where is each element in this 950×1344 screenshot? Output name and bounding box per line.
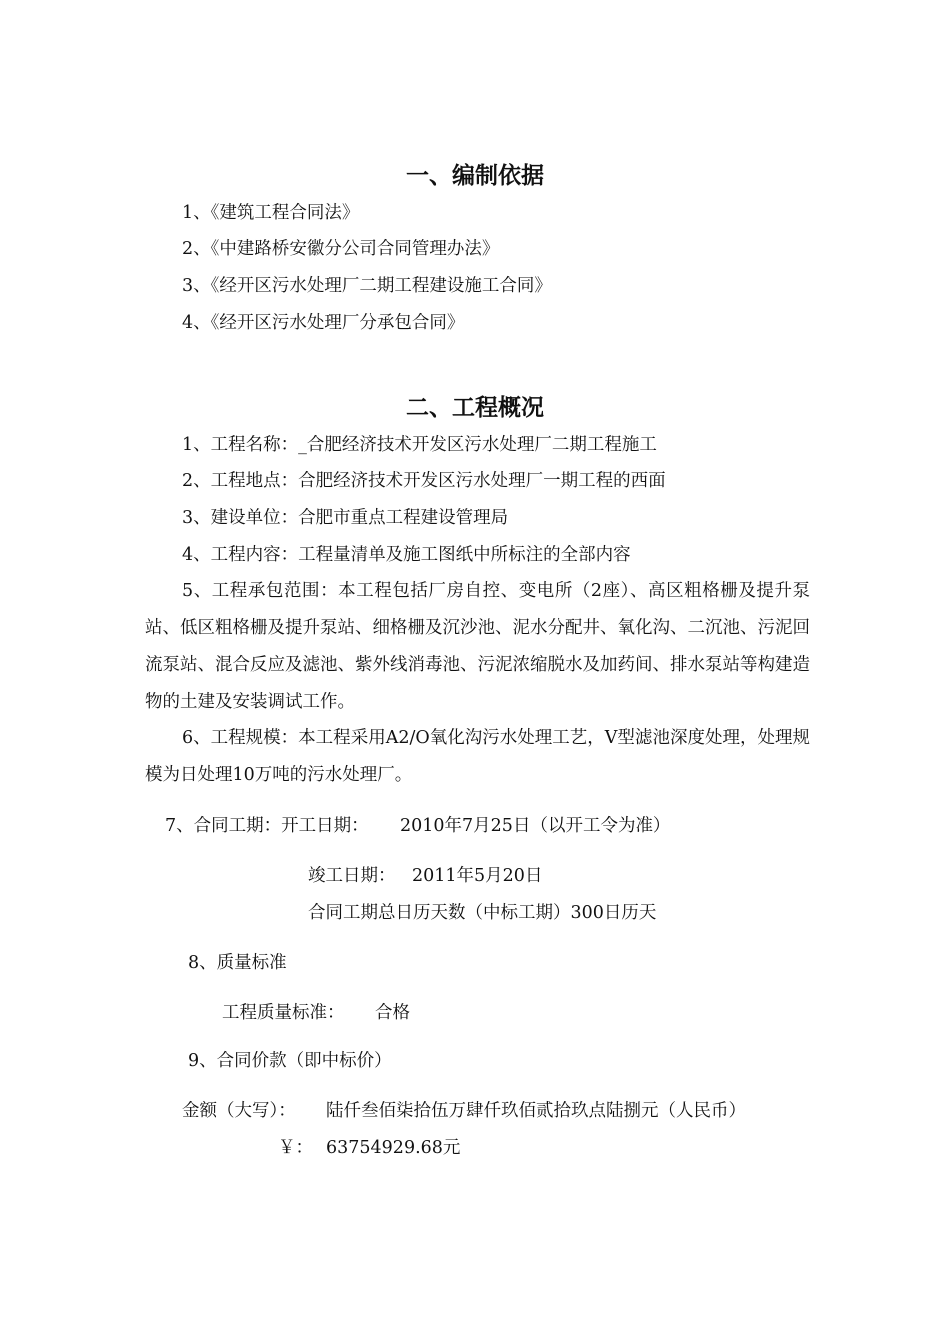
- quality-standard-value: 合格: [375, 1003, 410, 1023]
- section-2-title: 二、工程概况: [406, 395, 544, 421]
- overview-item-4: 4、工程内容：工程量清单及施工图纸中所标注的全部内容: [182, 545, 631, 565]
- contract-price-label: 9、合同价款（即中标价）: [188, 1051, 392, 1071]
- basis-item-1: 1、《建筑工程合同法》: [182, 203, 360, 223]
- basis-item-3: 3、《经开区污水处理厂二期工程建设施工合同》: [182, 276, 552, 296]
- amount-number-value: 63754929.68元: [326, 1138, 461, 1158]
- total-days-text: 合同工期总日历天数（中标工期）300日历天: [308, 903, 657, 923]
- start-date-value: 2010年7月25日（以开工令为准）: [400, 816, 671, 836]
- amount-words-value: 陆仟叁佰柒拾伍万肆仟玖佰贰拾玖点陆捌元（人民币）: [326, 1101, 746, 1121]
- section-1-title: 一、编制依据: [406, 163, 544, 189]
- overview-item-2: 2、工程地点：合肥经济技术开发区污水处理厂一期工程的西面: [182, 471, 666, 491]
- overview-item-3: 3、建设单位：合肥市重点工程建设管理局: [182, 508, 509, 528]
- completion-date-value: 2011年5月20日: [412, 866, 543, 886]
- quality-standard-key: 工程质量标准：: [222, 1003, 345, 1023]
- completion-date-label: 竣工日期：: [308, 866, 396, 886]
- amount-words-label: 金额（大写）：: [182, 1101, 296, 1121]
- overview-item-1: 1、工程名称：_合肥经济技术开发区污水处理厂二期工程施工: [182, 435, 657, 455]
- quality-standard-label: 8、质量标准: [188, 953, 287, 973]
- basis-item-2: 2、《中建路桥安徽分公司合同管理办法》: [182, 239, 500, 259]
- overview-item-5-paragraph: 5、工程承包范围：本工程包括厂房自控、变电所（2座）、高区粗格栅及提升泵站、低区粗格栅及提升泵站、细格栅及沉沙池、泥水分配井、氧化沟、二沉池、污泥回流泵站、混合反应及滤池、紫外线消毒池、污泥浓缩脱水及加药间、排水泵站等构建造物的土建及安装调试工作。: [145, 581, 810, 712]
- overview-item-6-paragraph: 6、工程规模：本工程采用A2/O氧化沟污水处理工艺，V型滤池深度处理，处理规模为日处理10万吨的污水处理厂。: [145, 728, 810, 785]
- contract-period-label: 7、合同工期：开工日期：: [165, 816, 369, 836]
- amount-yen-label: ￥：: [278, 1138, 313, 1158]
- basis-item-4: 4、《经开区污水处理厂分承包合同》: [182, 313, 465, 333]
